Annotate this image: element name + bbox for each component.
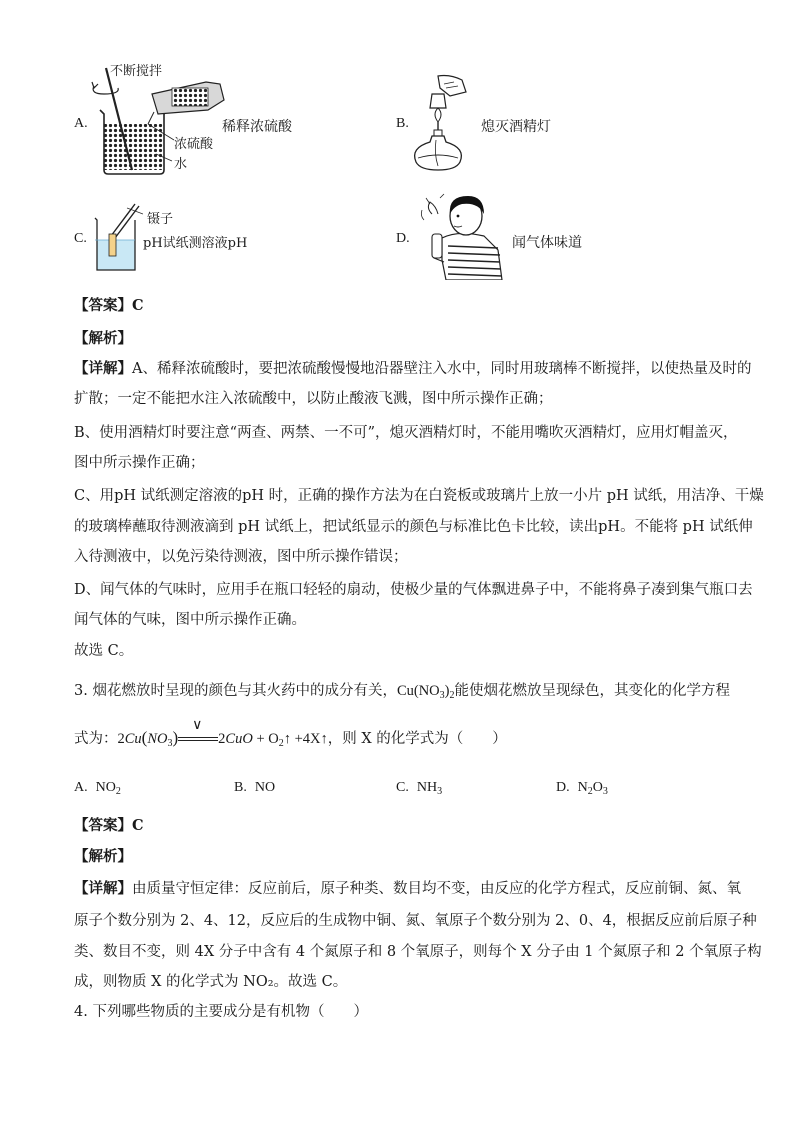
q3-option-a-letter: A. <box>74 780 88 795</box>
label-tweezers: 镊子 <box>147 212 174 227</box>
figure-dilute-sulfuric-acid <box>88 58 238 183</box>
q2-line-8: D、闻气体的气味时，应用手在瓶口轻轻的扇动，使极少量的气体飘进鼻子中，不能将鼻子凑到集气瓶口去 <box>74 582 753 598</box>
q3-option-b-formula: NO <box>254 780 276 795</box>
q2-line-4: 图中所示操作正确； <box>74 455 205 471</box>
option-a-letter: A. <box>74 116 88 131</box>
caption-c: pH试纸测溶液pH <box>143 236 248 251</box>
q3-option-d <box>556 780 608 797</box>
q2-line-10: 故选 C。 <box>74 643 134 659</box>
q3-option-d-letter: D. <box>556 780 570 795</box>
q2-line-3: B、使用酒精灯时要注意“两查、两禁、一不可”，熄灭酒精灯时，不能用嘴吹灭酒精灯，应用灯帽盖灭， <box>74 425 738 441</box>
label-stir: 不断搅拌 <box>110 64 163 79</box>
q3-analysis-heading: 【解析】 <box>74 848 132 865</box>
q3-text-1: 由质量守恒定律：反应前后，原子种类、数目均不变，由反应的化学方程式，反应前铜、氮、氧 <box>132 881 741 897</box>
option-b-letter: B. <box>396 116 409 131</box>
q3-option-b-letter: B. <box>234 780 247 795</box>
q3-line-1 <box>74 879 741 899</box>
label-water: 水 <box>174 157 188 172</box>
q3-option-b <box>234 780 275 796</box>
q3-option-c-letter: C. <box>396 780 409 795</box>
q3-equation-line <box>74 717 507 749</box>
q3-eq-suffix: ，则 X 的化学式为（ ） <box>327 731 507 747</box>
q2-answer: 【答案】C <box>74 297 144 314</box>
option-c-letter: C. <box>74 231 87 246</box>
figure-ph-test <box>93 200 143 275</box>
q3-stem-post: 能使烟花燃放呈现绿色，其变化的化学方程 <box>454 683 730 699</box>
label-acid: 浓硫酸 <box>174 137 214 152</box>
q3-option-a <box>74 780 121 797</box>
q3-detail-tag: 【详解】 <box>74 880 132 897</box>
q3-option-d-formula: $N_2O_3$ <box>577 780 608 797</box>
q3-option-c <box>396 780 442 797</box>
q3-stem <box>74 681 730 706</box>
figure-alcohol-lamp <box>410 70 470 175</box>
option-d-letter: D. <box>396 231 410 246</box>
q3-eq-prefix: 式为： <box>74 731 118 747</box>
heat-symbol: ∨ <box>178 733 218 747</box>
q3-option-c-formula: $NH_3$ <box>416 780 443 797</box>
q2-detail-tag: 【详解】 <box>74 360 132 377</box>
q3-compound: $Cu(NO_3)_2$ <box>396 683 455 701</box>
q3-line-2: 原子个数分别为 2、4、12，反应后的生成物中铜、氮、氧原子个数分别为 2、0、4，根据反应前后原子种 <box>74 913 757 929</box>
q2-text-1: A、稀释浓硫酸时，要把浓硫酸慢慢地沿器壁注入水中，同时用玻璃棒不断搅拌，以使热量及时的 <box>132 361 752 377</box>
chemical-equation: $2Cu(NO_3)$ ∨ $2CuO + O_2↑$ +4X↑ <box>117 717 328 749</box>
caption-a: 稀释浓硫酸 <box>222 119 292 135</box>
q2-line-2: 扩散；一定不能把水注入浓硫酸中，以防止酸液飞溅，图中所示操作正确； <box>74 391 553 407</box>
q3-stem-pre: 3. 烟花燃放时呈现的颜色与其火药中的成分有关， <box>74 683 397 699</box>
q3-line-3: 类、数目不变，则 4X 分子中含有 4 个氮原子和 8 个氧原子，则每个 X 分子由 1 个氮原子和 2 个氧原子构 <box>74 944 762 960</box>
q3-line-4: 成，则物质 X 的化学式为 NO₂。故选 C。 <box>74 974 348 990</box>
q2-analysis-heading: 【解析】 <box>74 330 132 347</box>
q2-line-1 <box>74 359 751 379</box>
caption-d: 闻气体味道 <box>512 235 582 251</box>
q3-option-a-formula: $NO_2$ <box>95 780 121 797</box>
q2-line-7: 入待测液中，以免污染待测液，图中所示操作错误； <box>74 549 408 565</box>
q3-answer: 【答案】C <box>74 817 144 834</box>
caption-b: 熄灭酒精灯 <box>481 119 551 135</box>
q4-stem: 4. 下列哪些物质的主要成分是有机物（ ） <box>74 1004 368 1020</box>
q2-line-5: C、用pH 试纸测定溶液的pH 时，正确的操作方法为在白瓷板或玻璃片上放一小片 pH 试纸，用洁净、干燥 <box>74 488 764 504</box>
q2-line-6: 的玻璃棒蘸取待测液滴到 pH 试纸上，把试纸显示的颜色与标准比色卡比较，读出pH。不能将 pH 试纸伸 <box>74 519 753 535</box>
figure-smell-gas <box>418 190 506 280</box>
q2-line-9: 闻气体的气味，图中所示操作正确。 <box>74 612 306 628</box>
